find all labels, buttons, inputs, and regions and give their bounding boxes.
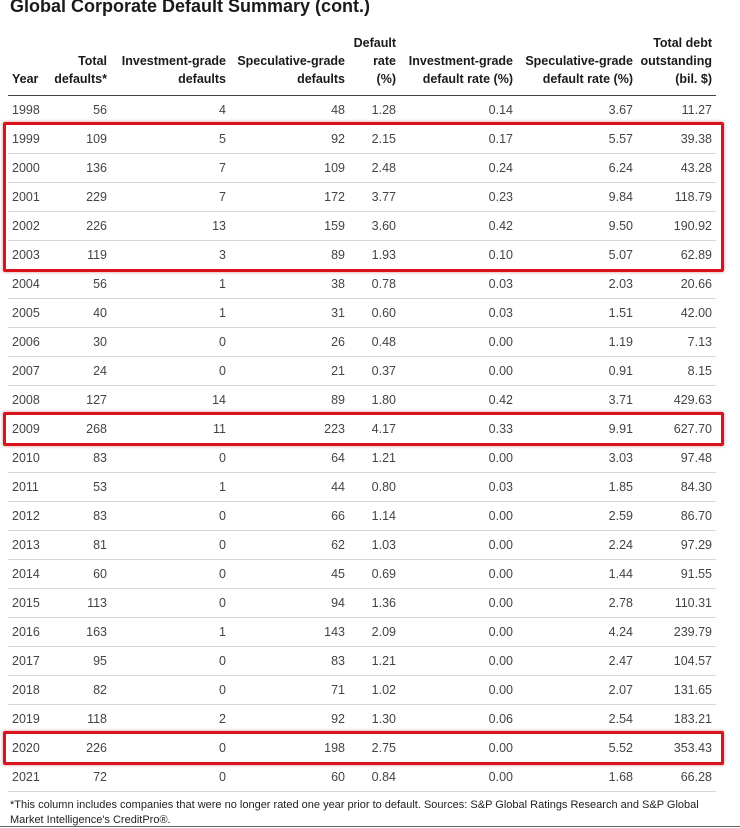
- year-cell: 2000: [8, 154, 47, 183]
- value-cell: 0.06: [400, 705, 517, 734]
- value-cell: 104.57: [637, 647, 716, 676]
- column-header-line: Speculative-grade: [237, 54, 345, 68]
- value-cell: 1.93: [349, 241, 400, 270]
- value-cell: 11.27: [637, 96, 716, 125]
- value-cell: 0: [111, 502, 230, 531]
- value-cell: 0: [111, 328, 230, 357]
- column-header-line: Default: [353, 36, 396, 50]
- value-cell: 44: [230, 473, 349, 502]
- value-cell: 5.52: [517, 734, 637, 763]
- value-cell: 119: [47, 241, 111, 270]
- value-cell: 26: [230, 328, 349, 357]
- footnote: *This column includes companies that were no longer rated one year prior to default. Sources: S&P Global Ratings Research and S&P Global Market Intelligence's CreditPro®.: [10, 799, 699, 826]
- table-row: [8, 96, 716, 125]
- value-cell: 163: [47, 618, 111, 647]
- value-cell: 39.38: [637, 125, 716, 154]
- value-cell: 0.14: [400, 96, 517, 125]
- value-cell: 2.47: [517, 647, 637, 676]
- value-cell: 190.92: [637, 212, 716, 241]
- value-cell: 62.89: [637, 241, 716, 270]
- value-cell: 0.00: [400, 734, 517, 763]
- value-cell: 113: [47, 589, 111, 618]
- column-header: [230, 34, 349, 96]
- value-cell: 2.48: [349, 154, 400, 183]
- value-cell: 1: [111, 618, 230, 647]
- value-cell: 0.00: [400, 560, 517, 589]
- value-cell: 0.00: [400, 763, 517, 792]
- table-row: [8, 444, 716, 473]
- value-cell: 2.15: [349, 125, 400, 154]
- value-cell: 72: [47, 763, 111, 792]
- year-cell: 1999: [8, 125, 47, 154]
- value-cell: 0: [111, 357, 230, 386]
- value-cell: 97.48: [637, 444, 716, 473]
- value-cell: 0.00: [400, 676, 517, 705]
- value-cell: 5.57: [517, 125, 637, 154]
- table-row: [8, 647, 716, 676]
- value-cell: 2.75: [349, 734, 400, 763]
- column-header-line: (%): [376, 72, 396, 86]
- year-cell: 2005: [8, 299, 47, 328]
- year-cell: 2007: [8, 357, 47, 386]
- value-cell: 143: [230, 618, 349, 647]
- table-row: [8, 763, 716, 792]
- column-header-line: defaults: [297, 72, 345, 86]
- value-cell: 1: [111, 299, 230, 328]
- table-row: [8, 618, 716, 647]
- column-header-line: Year: [12, 72, 39, 86]
- value-cell: 1.44: [517, 560, 637, 589]
- year-cell: 2006: [8, 328, 47, 357]
- value-cell: 0: [111, 763, 230, 792]
- value-cell: 3: [111, 241, 230, 270]
- value-cell: 136: [47, 154, 111, 183]
- value-cell: 1.02: [349, 676, 400, 705]
- value-cell: 0: [111, 676, 230, 705]
- value-cell: 172: [230, 183, 349, 212]
- value-cell: 71: [230, 676, 349, 705]
- value-cell: 66: [230, 502, 349, 531]
- value-cell: 45: [230, 560, 349, 589]
- table-row: [8, 676, 716, 705]
- value-cell: 0: [111, 531, 230, 560]
- value-cell: 198: [230, 734, 349, 763]
- year-cell: 2014: [8, 560, 47, 589]
- value-cell: 2.07: [517, 676, 637, 705]
- value-cell: 0.80: [349, 473, 400, 502]
- table-row: [8, 299, 716, 328]
- value-cell: 118: [47, 705, 111, 734]
- value-cell: 0.03: [400, 299, 517, 328]
- year-cell: 2021: [8, 763, 47, 792]
- default-summary-table: [8, 34, 716, 792]
- value-cell: 5.07: [517, 241, 637, 270]
- value-cell: 229: [47, 183, 111, 212]
- table-row: [8, 270, 716, 299]
- value-cell: 0.42: [400, 212, 517, 241]
- column-header: [637, 34, 716, 96]
- value-cell: 627.70: [637, 415, 716, 444]
- column-header-line: defaults*: [54, 72, 107, 86]
- column-header: [47, 34, 111, 96]
- year-cell: 2001: [8, 183, 47, 212]
- value-cell: 31: [230, 299, 349, 328]
- value-cell: 0.03: [400, 473, 517, 502]
- column-header-line: Speculative-grade: [525, 54, 633, 68]
- value-cell: 21: [230, 357, 349, 386]
- column-header: [8, 34, 47, 96]
- value-cell: 81: [47, 531, 111, 560]
- value-cell: 0.00: [400, 502, 517, 531]
- value-cell: 1.21: [349, 647, 400, 676]
- column-header-line: default rate (%): [542, 72, 633, 86]
- table-row: [8, 328, 716, 357]
- column-header-line: (bil. $): [675, 72, 712, 86]
- column-header-line: Investment-grade: [121, 54, 226, 68]
- value-cell: 0.00: [400, 328, 517, 357]
- value-cell: 0.24: [400, 154, 517, 183]
- value-cell: 0: [111, 560, 230, 589]
- value-cell: 53: [47, 473, 111, 502]
- year-cell: 2018: [8, 676, 47, 705]
- value-cell: 0.33: [400, 415, 517, 444]
- value-cell: 226: [47, 212, 111, 241]
- value-cell: 13: [111, 212, 230, 241]
- value-cell: 1.68: [517, 763, 637, 792]
- value-cell: 1.51: [517, 299, 637, 328]
- value-cell: 159: [230, 212, 349, 241]
- value-cell: 5: [111, 125, 230, 154]
- value-cell: 86.70: [637, 502, 716, 531]
- value-cell: 0.69: [349, 560, 400, 589]
- value-cell: 2.24: [517, 531, 637, 560]
- value-cell: 1: [111, 473, 230, 502]
- value-cell: 0.17: [400, 125, 517, 154]
- value-cell: 4.17: [349, 415, 400, 444]
- year-cell: 2020: [8, 734, 47, 763]
- year-cell: 2002: [8, 212, 47, 241]
- year-cell: 2008: [8, 386, 47, 415]
- value-cell: 97.29: [637, 531, 716, 560]
- value-cell: 0.37: [349, 357, 400, 386]
- column-header: [400, 34, 517, 96]
- value-cell: 56: [47, 270, 111, 299]
- value-cell: 94: [230, 589, 349, 618]
- value-cell: 0: [111, 444, 230, 473]
- table-row: [8, 415, 716, 444]
- value-cell: 3.67: [517, 96, 637, 125]
- column-header-line: defaults: [178, 72, 226, 86]
- value-cell: 3.71: [517, 386, 637, 415]
- value-cell: 0.23: [400, 183, 517, 212]
- value-cell: 0: [111, 589, 230, 618]
- value-cell: 110.31: [637, 589, 716, 618]
- value-cell: 1.28: [349, 96, 400, 125]
- value-cell: 7.13: [637, 328, 716, 357]
- year-cell: 2004: [8, 270, 47, 299]
- value-cell: 0.00: [400, 357, 517, 386]
- column-header: [349, 34, 400, 96]
- value-cell: 183.21: [637, 705, 716, 734]
- value-cell: 223: [230, 415, 349, 444]
- value-cell: 64: [230, 444, 349, 473]
- value-cell: 1.14: [349, 502, 400, 531]
- year-cell: 2016: [8, 618, 47, 647]
- value-cell: 1.30: [349, 705, 400, 734]
- year-cell: 2012: [8, 502, 47, 531]
- value-cell: 0.10: [400, 241, 517, 270]
- column-header-line: default rate (%): [422, 72, 513, 86]
- year-cell: 1998: [8, 96, 47, 125]
- value-cell: 83: [47, 502, 111, 531]
- year-cell: 2017: [8, 647, 47, 676]
- table-row: [8, 154, 716, 183]
- value-cell: 0.91: [517, 357, 637, 386]
- value-cell: 92: [230, 705, 349, 734]
- value-cell: 3.60: [349, 212, 400, 241]
- value-cell: 0: [111, 734, 230, 763]
- value-cell: 62: [230, 531, 349, 560]
- value-cell: 20.66: [637, 270, 716, 299]
- value-cell: 0.42: [400, 386, 517, 415]
- value-cell: 7: [111, 183, 230, 212]
- value-cell: 239.79: [637, 618, 716, 647]
- value-cell: 109: [47, 125, 111, 154]
- table-row: [8, 241, 716, 270]
- table-header-row: [8, 34, 716, 96]
- year-cell: 2010: [8, 444, 47, 473]
- table-row: [8, 473, 716, 502]
- column-header-line: rate: [373, 54, 396, 68]
- year-cell: 2015: [8, 589, 47, 618]
- value-cell: 1.36: [349, 589, 400, 618]
- value-cell: 4: [111, 96, 230, 125]
- value-cell: 42.00: [637, 299, 716, 328]
- year-cell: 2009: [8, 415, 47, 444]
- value-cell: 3.77: [349, 183, 400, 212]
- value-cell: 131.65: [637, 676, 716, 705]
- value-cell: 9.84: [517, 183, 637, 212]
- value-cell: 2.54: [517, 705, 637, 734]
- year-cell: 2013: [8, 531, 47, 560]
- value-cell: 118.79: [637, 183, 716, 212]
- value-cell: 9.50: [517, 212, 637, 241]
- year-cell: 2019: [8, 705, 47, 734]
- value-cell: 1.85: [517, 473, 637, 502]
- value-cell: 268: [47, 415, 111, 444]
- value-cell: 0.03: [400, 270, 517, 299]
- value-cell: 24: [47, 357, 111, 386]
- value-cell: 0.84: [349, 763, 400, 792]
- value-cell: 0.00: [400, 531, 517, 560]
- value-cell: 2.78: [517, 589, 637, 618]
- value-cell: 1.21: [349, 444, 400, 473]
- value-cell: 89: [230, 241, 349, 270]
- value-cell: 84.30: [637, 473, 716, 502]
- value-cell: 89: [230, 386, 349, 415]
- value-cell: 4.24: [517, 618, 637, 647]
- value-cell: 83: [47, 444, 111, 473]
- year-cell: 2003: [8, 241, 47, 270]
- page-title: Global Corporate Default Summary (cont.): [10, 0, 371, 16]
- table-row: [8, 357, 716, 386]
- table-row: [8, 531, 716, 560]
- value-cell: 38: [230, 270, 349, 299]
- value-cell: 0.00: [400, 589, 517, 618]
- value-cell: 3.03: [517, 444, 637, 473]
- value-cell: 48: [230, 96, 349, 125]
- value-cell: 92: [230, 125, 349, 154]
- value-cell: 0.60: [349, 299, 400, 328]
- value-cell: 2: [111, 705, 230, 734]
- column-header-line: Total debt: [653, 36, 712, 50]
- year-cell: 2011: [8, 473, 47, 502]
- value-cell: 43.28: [637, 154, 716, 183]
- table-row: [8, 734, 716, 763]
- value-cell: 9.91: [517, 415, 637, 444]
- value-cell: 2.59: [517, 502, 637, 531]
- value-cell: 0.48: [349, 328, 400, 357]
- value-cell: 2.09: [349, 618, 400, 647]
- table-row: [8, 386, 716, 415]
- value-cell: 8.15: [637, 357, 716, 386]
- value-cell: 60: [230, 763, 349, 792]
- column-header-line: Total: [78, 54, 107, 68]
- value-cell: 91.55: [637, 560, 716, 589]
- value-cell: 2.03: [517, 270, 637, 299]
- value-cell: 95: [47, 647, 111, 676]
- column-header-line: Investment-grade: [408, 54, 513, 68]
- value-cell: 56: [47, 96, 111, 125]
- value-cell: 429.63: [637, 386, 716, 415]
- value-cell: 1.19: [517, 328, 637, 357]
- table-row: [8, 589, 716, 618]
- value-cell: 82: [47, 676, 111, 705]
- value-cell: 60: [47, 560, 111, 589]
- value-cell: 0.00: [400, 647, 517, 676]
- value-cell: 7: [111, 154, 230, 183]
- value-cell: 109: [230, 154, 349, 183]
- value-cell: 83: [230, 647, 349, 676]
- column-header: [517, 34, 637, 96]
- value-cell: 353.43: [637, 734, 716, 763]
- value-cell: 226: [47, 734, 111, 763]
- value-cell: 1: [111, 270, 230, 299]
- table-row: [8, 183, 716, 212]
- value-cell: 1.03: [349, 531, 400, 560]
- column-header-line: outstanding: [640, 54, 712, 68]
- value-cell: 6.24: [517, 154, 637, 183]
- table-row: [8, 212, 716, 241]
- value-cell: 0.00: [400, 444, 517, 473]
- value-cell: 30: [47, 328, 111, 357]
- value-cell: 0.78: [349, 270, 400, 299]
- column-header: [111, 34, 230, 96]
- table-row: [8, 705, 716, 734]
- table-row: [8, 560, 716, 589]
- value-cell: 0.00: [400, 618, 517, 647]
- value-cell: 1.80: [349, 386, 400, 415]
- value-cell: 127: [47, 386, 111, 415]
- table-row: [8, 125, 716, 154]
- value-cell: 14: [111, 386, 230, 415]
- value-cell: 40: [47, 299, 111, 328]
- value-cell: 0: [111, 647, 230, 676]
- table-row: [8, 502, 716, 531]
- value-cell: 66.28: [637, 763, 716, 792]
- value-cell: 11: [111, 415, 230, 444]
